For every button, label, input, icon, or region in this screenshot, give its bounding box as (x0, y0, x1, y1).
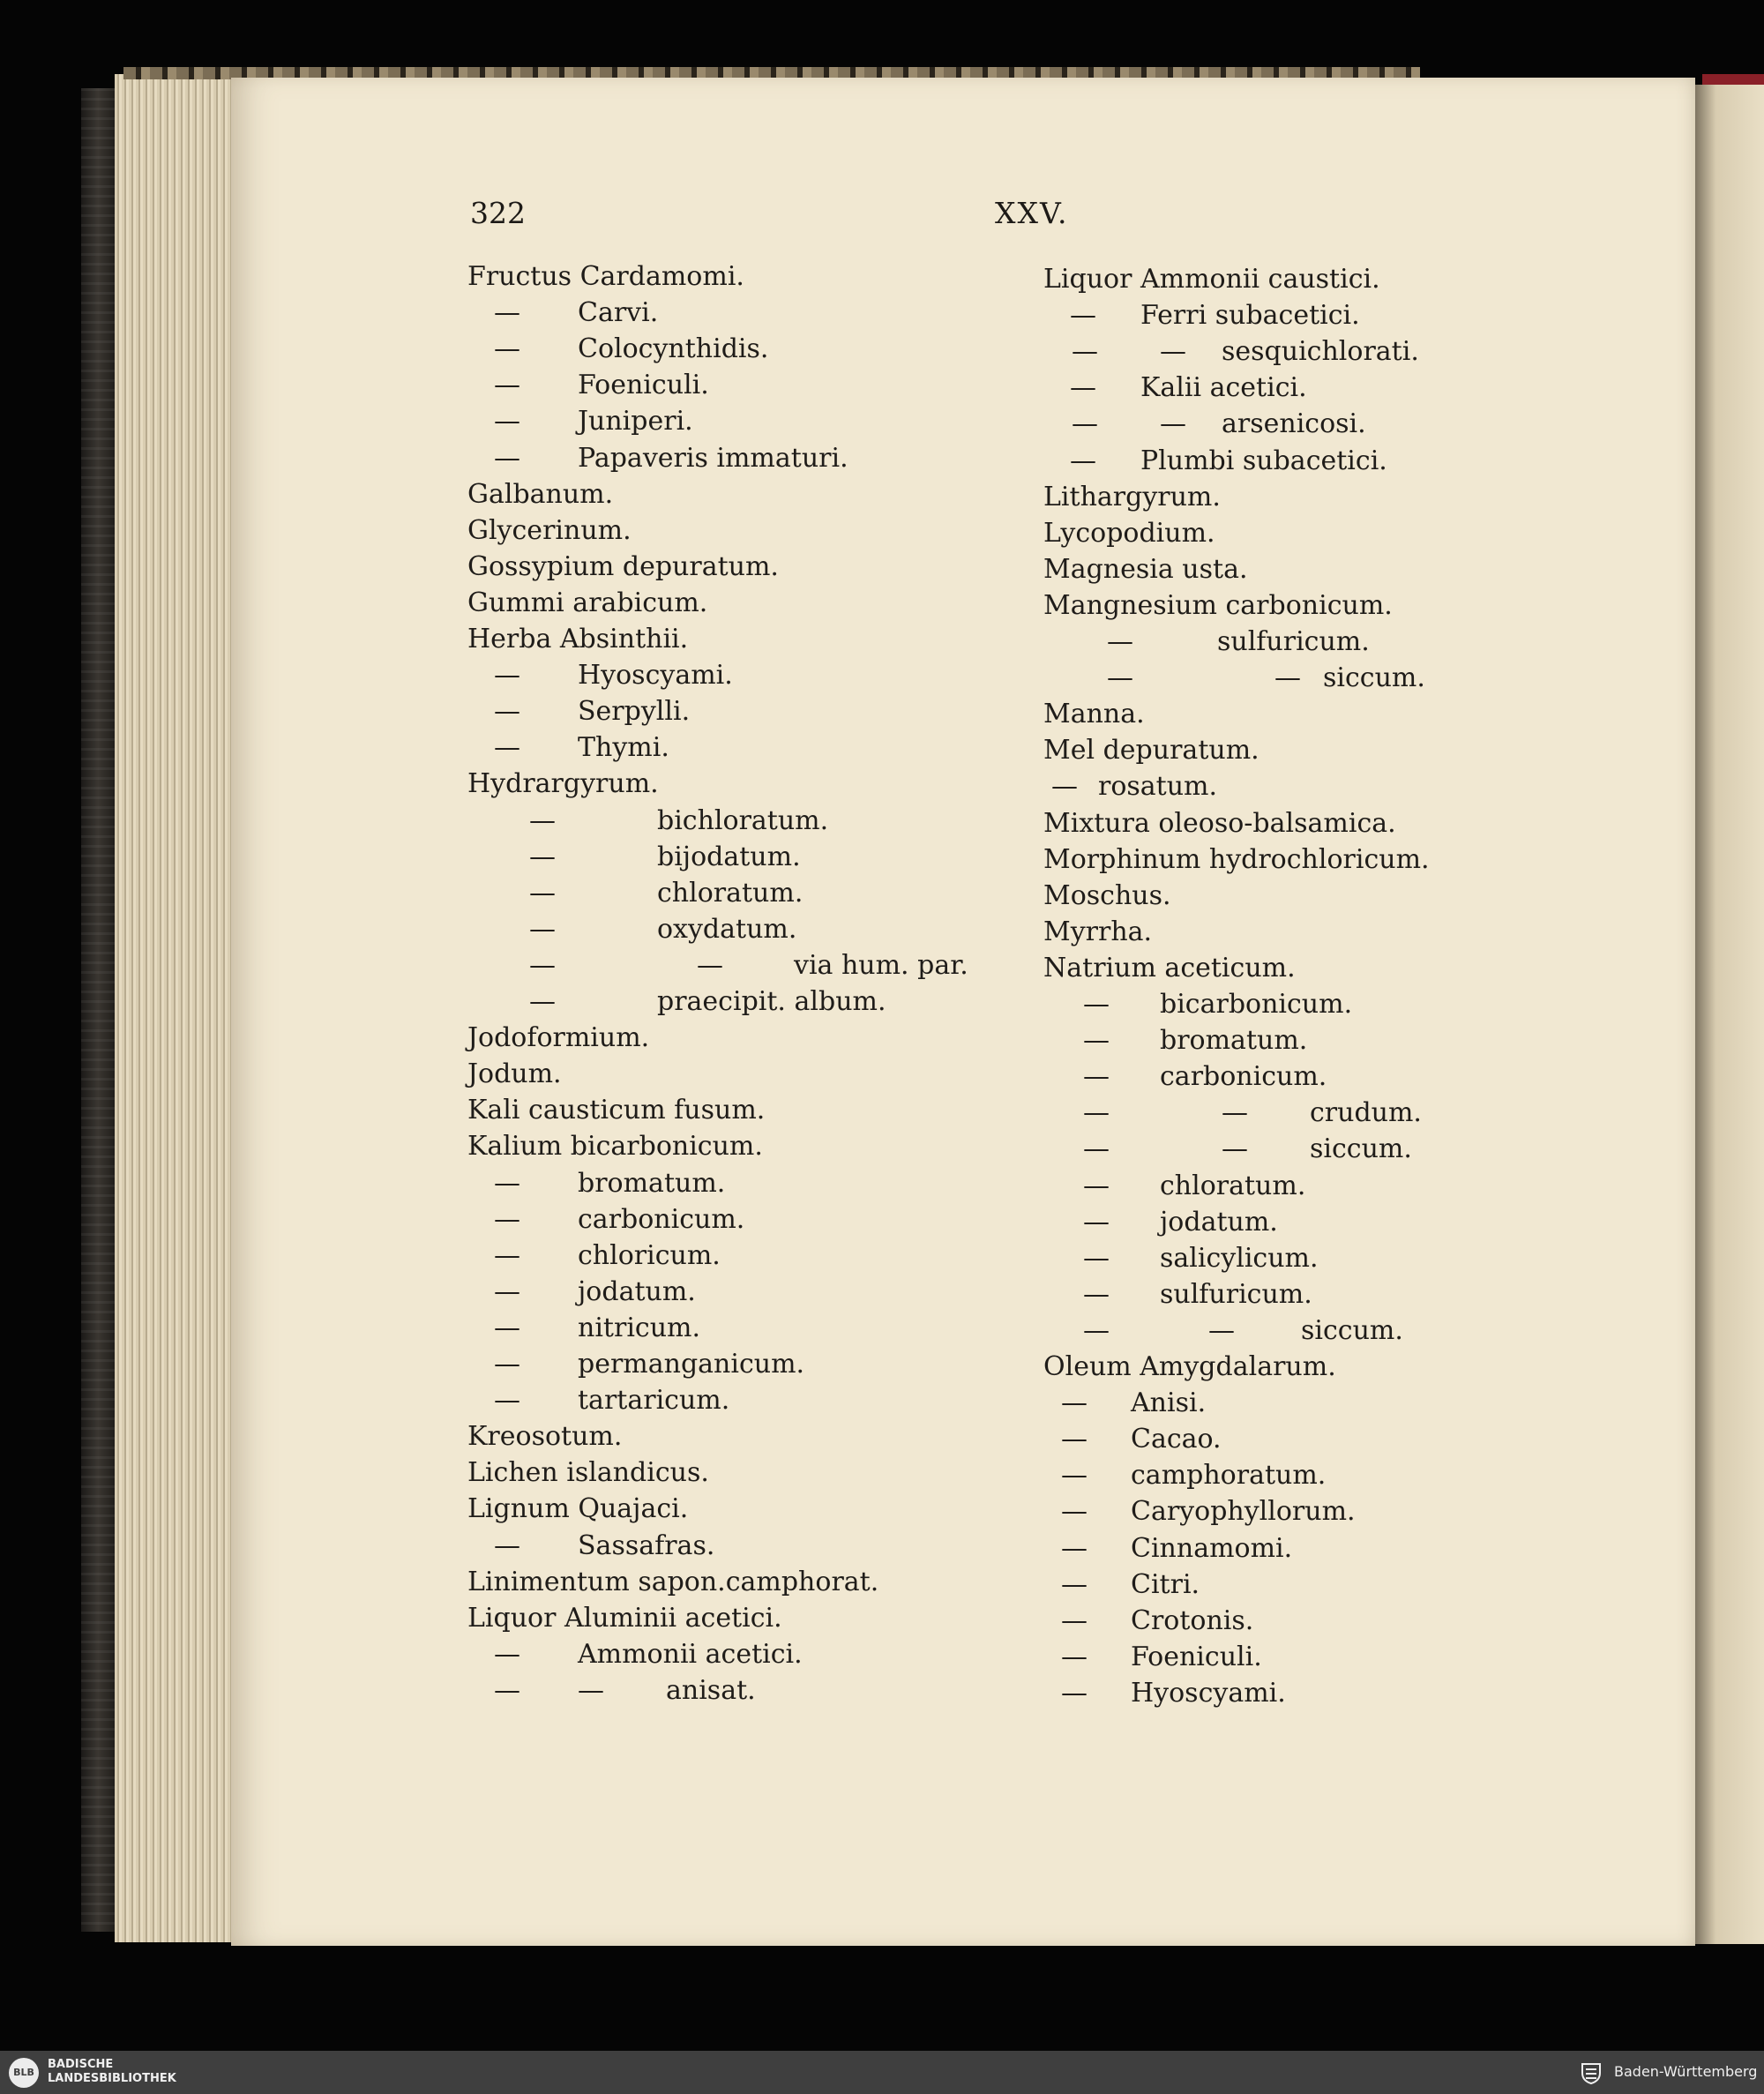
ditto-dash: — (1083, 1170, 1110, 1201)
entry-term: Sassafras. (578, 1530, 715, 1561)
ditto-dash: — (494, 370, 520, 400)
ditto-dash: — (1083, 1061, 1110, 1092)
entry-term: Morphinum hydrochloricum. (1043, 844, 1430, 875)
ditto-dash-secondary: — (1274, 662, 1301, 693)
ditto-dash: — (1070, 445, 1096, 476)
ditto-dash: — (529, 841, 556, 872)
state-name[interactable]: Baden-Württemberg (1614, 2063, 1758, 2080)
ditto-dash: — (1083, 1025, 1110, 1056)
ditto-dash-secondary: — (1222, 1133, 1248, 1164)
entry-term: nitricum. (578, 1312, 701, 1343)
ditto-dash: — (494, 1349, 520, 1380)
entry-term: crudum. (1310, 1097, 1422, 1128)
page-number: 322 (470, 196, 526, 230)
entry-term: arsenicosi. (1222, 408, 1366, 439)
blb-logo-icon[interactable]: BLB (9, 2058, 39, 2088)
ditto-dash: — (494, 297, 520, 328)
ditto-dash: — (529, 914, 556, 945)
ditto-dash: — (1083, 1279, 1110, 1310)
entry-term: bicarbonicum. (1160, 989, 1353, 1020)
library-name-line2: LANDESBIBLIOTHEK (48, 2072, 176, 2085)
entry-term: Lithargyrum. (1043, 482, 1221, 512)
entry-term: Gossypium depuratum. (467, 551, 779, 582)
ditto-dash: — (494, 1240, 520, 1271)
ditto-dash-secondary: — (578, 1675, 604, 1706)
entry-term: Lignum Quajaci. (467, 1493, 689, 1524)
entry-term: Liquor Ammonii caustici. (1043, 264, 1380, 295)
entry-term: Kreosotum. (467, 1421, 623, 1452)
entry-term: Jodum. (467, 1058, 562, 1089)
ditto-dash: — (494, 1530, 520, 1561)
entry-term: Foeniculi. (578, 370, 709, 400)
ditto-dash: — (1070, 372, 1096, 403)
ditto-dash: — (529, 805, 556, 836)
entry-term: Caryophyllorum. (1131, 1496, 1356, 1527)
ditto-dash: — (494, 732, 520, 763)
entry-term: bromatum. (1160, 1025, 1308, 1056)
state-coat-of-arms-icon[interactable] (1579, 2060, 1603, 2085)
ditto-dash: — (1061, 1605, 1088, 1636)
ditto-dash: — (1083, 1315, 1110, 1346)
ditto-dash: — (1083, 1133, 1110, 1164)
ditto-dash: — (529, 986, 556, 1017)
ditto-dash: — (529, 950, 556, 981)
ditto-dash: — (494, 1276, 520, 1307)
entry-term: sesquichlorati. (1222, 336, 1419, 367)
ditto-dash: — (1061, 1387, 1088, 1418)
entry-term: Kali causticum fusum. (467, 1095, 766, 1126)
entry-term: Cacao. (1131, 1424, 1222, 1455)
entry-term: Crotonis. (1131, 1605, 1254, 1636)
entry-term: Thymi. (578, 732, 669, 763)
entry-term: Colocynthidis. (578, 333, 769, 364)
entry-term: siccum. (1323, 662, 1425, 693)
entry-term: Kalii acetici. (1140, 372, 1307, 403)
bookmark-ribbon (1702, 74, 1764, 85)
ditto-dash: — (1083, 1207, 1110, 1238)
ditto-dash-secondary: — (697, 950, 723, 981)
ditto-dash-secondary: — (1222, 1097, 1248, 1128)
ditto-dash: — (1061, 1569, 1088, 1600)
ditto-dash: — (494, 406, 520, 437)
entry-term: carbonicum. (1160, 1061, 1327, 1092)
ditto-dash: — (1061, 1496, 1088, 1527)
entry-term: Mixtura oleoso-balsamica. (1043, 808, 1396, 839)
entry-term: Juniperi. (578, 406, 693, 437)
ditto-dash: — (1072, 336, 1098, 367)
entry-term: permanganicum. (578, 1349, 805, 1380)
entry-term: Lycopodium. (1043, 518, 1215, 549)
ditto-dash-secondary: — (1208, 1315, 1235, 1346)
entry-term: Manna. (1043, 699, 1145, 729)
entry-term: Jodoformium. (467, 1022, 650, 1053)
entry-term: sulfuricum. (1160, 1279, 1312, 1310)
ditto-dash: — (1061, 1678, 1088, 1709)
ditto-dash: — (1061, 1642, 1088, 1672)
entry-term: rosatum. (1098, 771, 1218, 802)
entry-term: Anisi. (1131, 1387, 1207, 1418)
ditto-dash: — (1083, 1243, 1110, 1274)
ditto-dash: — (1061, 1460, 1088, 1491)
ditto-dash: — (494, 443, 520, 474)
entry-term: oxydatum. (657, 914, 797, 945)
entry-term: Fructus Cardamomi. (467, 261, 744, 292)
entry-term: Ferri subacetici. (1140, 300, 1360, 331)
ditto-dash: — (1083, 989, 1110, 1020)
ditto-dash: — (494, 1675, 520, 1706)
entry-term: tartaricum. (578, 1385, 730, 1416)
entry-term: Mel depuratum. (1043, 735, 1259, 766)
entry-term: chloratum. (657, 878, 804, 909)
ditto-dash: — (1072, 408, 1098, 439)
entry-term: Serpylli. (578, 696, 691, 727)
viewer-footer-bar (0, 2051, 1764, 2094)
entry-term: Ammonii acetici. (578, 1639, 803, 1670)
entry-term: jodatum. (1160, 1207, 1278, 1238)
ditto-dash: — (494, 1385, 520, 1416)
library-name[interactable] (48, 2058, 176, 2086)
entry-term: Moschus. (1043, 880, 1171, 911)
facing-page-edge (1695, 85, 1764, 1944)
entry-term: chloricum. (578, 1240, 721, 1271)
ditto-dash-secondary: — (1160, 336, 1186, 367)
entry-term: siccum. (1301, 1315, 1403, 1346)
entry-term: Natrium aceticum. (1043, 953, 1296, 983)
entry-term: Hyoscyami. (578, 660, 733, 691)
entry-term: Cinnamomi. (1131, 1533, 1293, 1564)
entry-term: Mangnesium carbonicum. (1043, 590, 1393, 621)
ditto-dash: — (1107, 662, 1133, 693)
entry-term: Gummi arabicum. (467, 587, 708, 618)
entry-term: anisat. (666, 1675, 756, 1706)
page-stack-edges (115, 74, 238, 1942)
ditto-dash: — (494, 1168, 520, 1199)
entry-term: Carvi. (578, 297, 659, 328)
entry-term: carbonicum. (578, 1204, 745, 1235)
ditto-dash-secondary: — (1160, 408, 1186, 439)
ditto-dash: — (494, 1312, 520, 1343)
entry-term: Liquor Aluminii acetici. (467, 1603, 782, 1634)
entry-term: Oleum Amygdalarum. (1043, 1351, 1336, 1382)
ditto-dash: — (1061, 1424, 1088, 1455)
entry-term: Foeniculi. (1131, 1642, 1262, 1672)
entry-term: Glycerinum. (467, 515, 632, 546)
ditto-dash: — (494, 696, 520, 727)
entry-term: Hyoscyami. (1131, 1678, 1286, 1709)
ditto-dash: — (494, 1204, 520, 1235)
entry-term: bichloratum. (657, 805, 829, 836)
entry-term: camphoratum. (1131, 1460, 1327, 1491)
entry-term: Myrrha. (1043, 916, 1153, 947)
ditto-dash: — (494, 333, 520, 364)
entry-term: jodatum. (578, 1276, 696, 1307)
ditto-dash: — (1070, 300, 1096, 331)
entry-term: via hum. par. (794, 950, 968, 981)
library-name-line1: BADISCHE (48, 2058, 114, 2071)
entry-term: chloratum. (1160, 1170, 1306, 1201)
ditto-dash: — (1051, 771, 1078, 802)
ditto-dash: — (494, 660, 520, 691)
ditto-dash: — (494, 1639, 520, 1670)
entry-term: bijodatum. (657, 841, 801, 872)
ditto-dash: — (1061, 1533, 1088, 1564)
ditto-dash: — (1083, 1097, 1110, 1128)
entry-term: Magnesia usta. (1043, 554, 1248, 585)
entry-term: Papaveris immaturi. (578, 443, 848, 474)
entry-term: Galbanum. (467, 479, 614, 510)
entry-term: siccum. (1310, 1133, 1412, 1164)
entry-term: Herba Absinthii. (467, 624, 689, 654)
entry-term: Plumbi subacetici. (1140, 445, 1387, 476)
entry-term: bromatum. (578, 1168, 726, 1199)
entry-term: praecipit. album. (657, 986, 886, 1017)
entry-term: salicylicum. (1160, 1243, 1319, 1274)
entry-term: Citri. (1131, 1569, 1200, 1600)
ditto-dash: — (529, 878, 556, 909)
entry-term: sulfuricum. (1217, 626, 1370, 657)
entry-term: Linimentum sapon.camphorat. (467, 1567, 879, 1597)
entry-term: Lichen islandicus. (467, 1457, 709, 1488)
book-page (231, 78, 1695, 1946)
chapter-heading: XXV. (995, 196, 1069, 230)
entry-term: Hydrargyrum. (467, 768, 659, 799)
ditto-dash: — (1107, 626, 1133, 657)
entry-term: Kalium bicarbonicum. (467, 1131, 763, 1162)
